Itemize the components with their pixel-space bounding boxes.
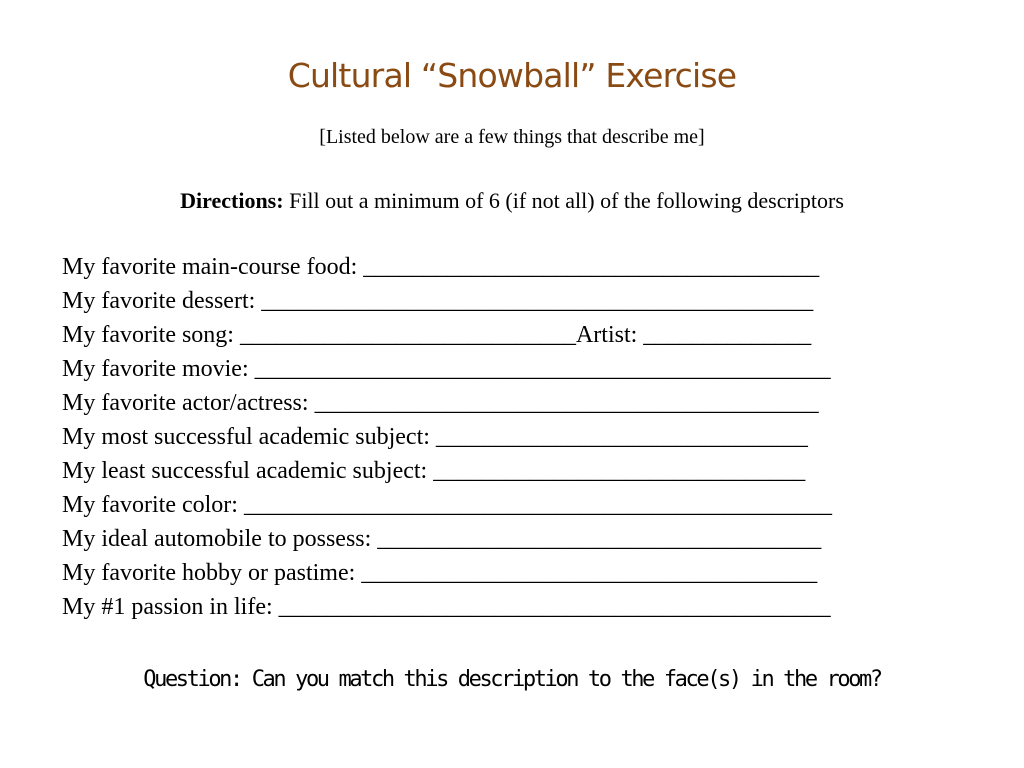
directions (0, 187, 1024, 215)
directions-text: Fill out a minimum of 6 (if not all) of the following descriptors (283, 188, 844, 213)
descriptor-most-successful-subject: My most successful academic subject: _______________________________ (62, 424, 808, 450)
descriptor-dessert: My favorite dessert: ______________________________________________ (62, 288, 814, 314)
descriptor-actor-actress: My favorite actor/actress: __________________________________________ (62, 390, 819, 416)
descriptor-song-artist: My favorite song: ____________________________Artist: ______________ (62, 322, 812, 348)
descriptor-list (62, 250, 982, 624)
descriptor-color: My favorite color: _________________________________________________ (62, 492, 832, 518)
question-text: Question: Can you match this description to the face(s) in the room? (143, 667, 881, 692)
slide-subtitle: [Listed below are a few things that describe me] (319, 126, 705, 148)
slide-title: Cultural “Snowball” Exercise (287, 56, 737, 95)
descriptor-hobby: My favorite hobby or pastime: ______________________________________ (62, 560, 818, 586)
descriptor-least-successful-subject: My least successful academic subject: _______________________________ (62, 458, 806, 484)
descriptor-main-course-food: My favorite main-course food: ______________________________________ (62, 254, 820, 280)
descriptor-passion: My #1 passion in life: ______________________________________________ (62, 594, 831, 620)
descriptor-automobile: My ideal automobile to possess: _____________________________________ (62, 526, 822, 552)
descriptor-movie: My favorite movie: ________________________________________________ (62, 356, 831, 382)
directions-label: Directions: (180, 188, 284, 213)
